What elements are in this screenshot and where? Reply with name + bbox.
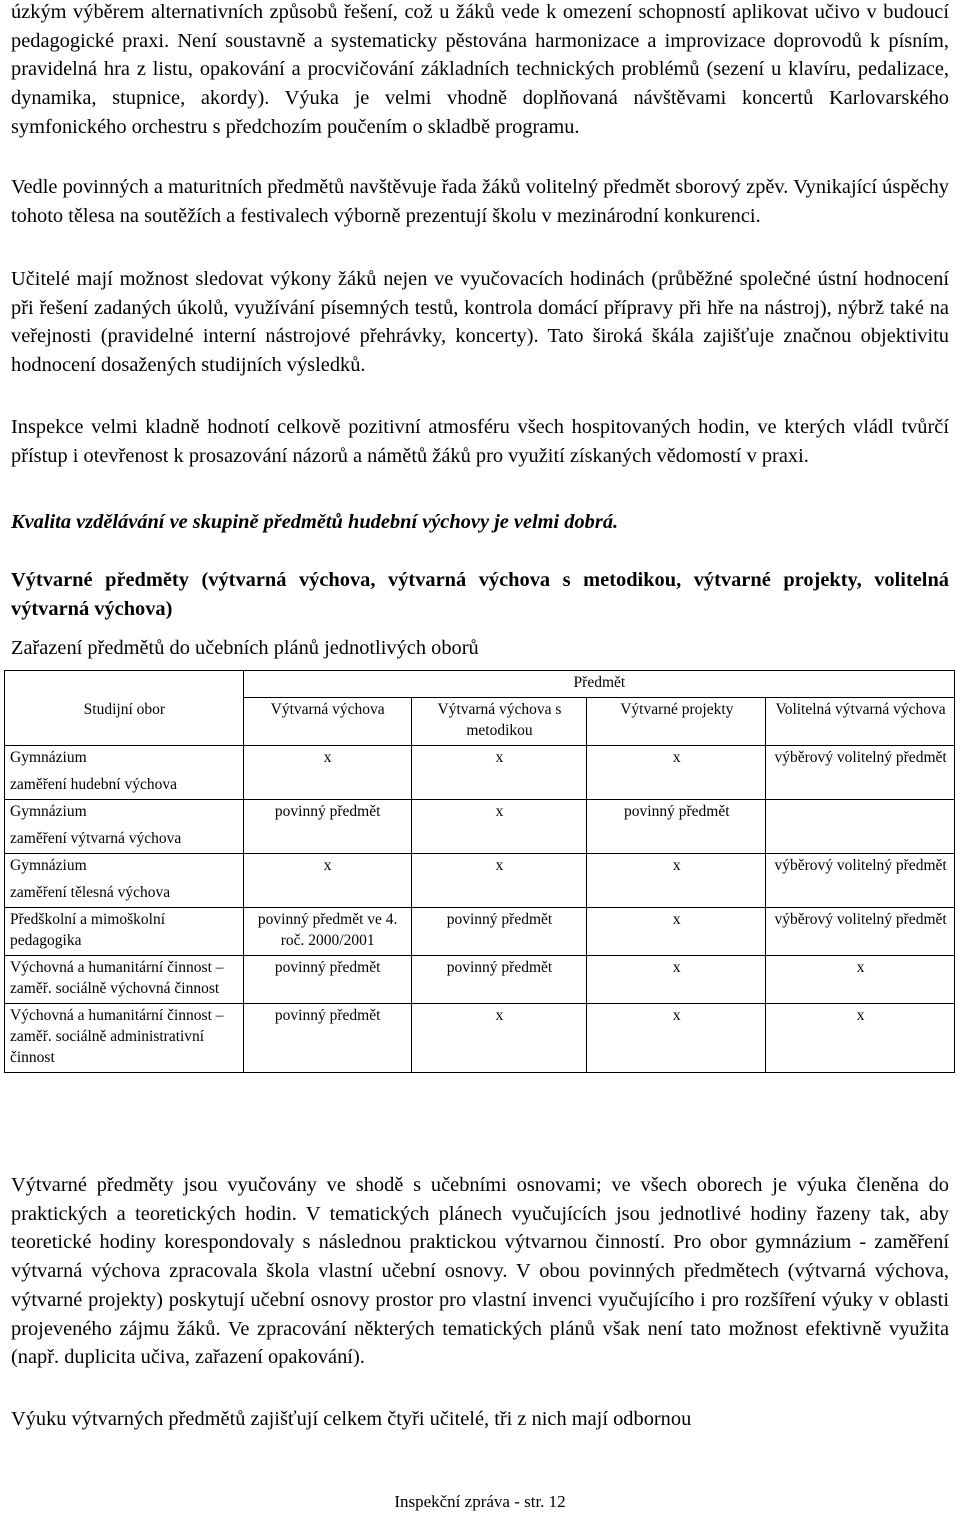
- curriculum-table: [4, 670, 955, 1073]
- table-header-row: [5, 698, 955, 746]
- table-cell: x: [587, 746, 766, 800]
- table-cell: x: [766, 1004, 955, 1073]
- field-name: Výchovná a humanitární činnost – zaměř. sociálně administrativní činnost: [5, 1004, 244, 1073]
- paragraph-choir: Vedle povinných a maturitních předmětů navštěvuje řada žáků volitelný předmět sborový zpěv. Vynikající úspěchy tohoto tělesa na soutěžích a festivalech výborně prezentují školu v mezinárodní konkurenci.: [11, 176, 949, 227]
- table-row: [5, 746, 955, 800]
- table-row: [5, 956, 955, 1004]
- header-elective-art: Volitelná výtvarná výchova: [766, 698, 955, 746]
- table-row: [5, 908, 955, 956]
- paragraph-art-curriculum: Výtvarné předměty jsou vyučovány ve shodě s učebními osnovami; ve všech oborech je výuka členěna do praktických a teoretických hodin. V tematických plánech vyučujících jsou jednotlivé hodiny řazeny tak, aby teoretické hodiny korespondovaly s následnou praktickou výtvarnou činností. Pro obor gymnázium - zaměření výtvarná výchova zpracovala škola vlastní učební osnovy. V obou povinných předmětech (výtvarná výchova, výtvarné projekty) poskytují učební osnovy prostor pro vlastní invenci vyučujícího i pro rozšíření výuky v oblasti projeveného zájmu žáků. Ve zpracování některých tematických plánů však není tato možnost efektivně využita (např. duplicita učiva, zařazení opakování).: [11, 1174, 949, 1369]
- table-row: [5, 854, 955, 908]
- header-art-education: Výtvarná výchova: [243, 698, 411, 746]
- table-cell: x: [587, 1004, 766, 1073]
- table-cell: povinný předmět: [243, 800, 411, 854]
- table-cell: x: [411, 1004, 587, 1073]
- table-cell: povinný předmět ve 4. roč. 2000/2001: [243, 908, 411, 956]
- field-specialization: zaměření hudební výchova: [10, 776, 177, 793]
- table-group-header-row: [5, 671, 955, 698]
- table-caption: Zařazení předmětů do učebních plánů jednotlivých oborů: [11, 637, 479, 659]
- table-cell: x: [587, 854, 766, 908]
- table-cell: povinný předmět: [243, 956, 411, 1004]
- paragraph-piano-teaching: úzkým výběrem alternativních způsobů řešení, což u žáků vede k omezení schopností aplikovat učivo v budoucí pedagogické praxi. Není soustavně a systematicky pěstována harmonizace a improvizace doprovodů k písním, pravidelná hra z listu, opakování a procvičování základních technických problémů (sezení u klavíru, pedalizace, dynamika, stupnice, akordy). Výuka je velmi vhodně doplňovaná návštěvami koncertů Karlovarského symfonického orchestru s předchozím poučením o skladbě programu.: [11, 1, 949, 138]
- table-cell: x: [411, 746, 587, 800]
- paragraph-assessment: Učitelé mají možnost sledovat výkony žáků nejen ve vyučovacích hodinách (průběžné společné ústní hodnocení při řešení zadaných úkolů, využívání písemných testů, kontrola domácí přípravy při hře na nástroj), nýbrž také na veřejnosti (pravidelné interní nástrojové přehrávky, koncerty). Tato široká škála zajišťuje značnou objektivitu hodnocení dosažených studijních výsledků.: [11, 268, 949, 377]
- paragraph-art-teachers: Výuku výtvarných předmětů zajišťují celkem čtyři učitelé, tři z nich mají odbornou: [11, 1408, 692, 1430]
- field-name: Gymnázium: [10, 749, 87, 766]
- field-specialization: zaměření tělesná výchova: [10, 884, 171, 901]
- header-art-education-methodics: Výtvarná výchova s metodikou: [411, 698, 587, 746]
- table-cell: x: [766, 956, 955, 1004]
- table-row: [5, 1004, 955, 1073]
- table-cell: x: [411, 800, 587, 854]
- field-specialization: zaměření výtvarná výchova: [10, 830, 182, 847]
- section-heading-art-subjects: Výtvarné předměty (výtvarná výchova, výtvarná výchova s metodikou, výtvarné projekty, volitelná výtvarná výchova): [11, 569, 949, 620]
- header-field: Studijní obor: [5, 698, 244, 746]
- music-quality-conclusion: Kvalita vzdělávání ve skupině předmětů hudební výchovy je velmi dobrá.: [11, 511, 619, 533]
- table-cell: x: [587, 908, 766, 956]
- table-row: [5, 800, 955, 854]
- table-cell: povinný předmět: [411, 956, 587, 1004]
- table-cell: x: [587, 956, 766, 1004]
- table-cell: výběrový volitelný předmět: [766, 854, 955, 908]
- table-cell: výběrový volitelný předmět: [766, 746, 955, 800]
- table-cell: výběrový volitelný předmět: [766, 908, 955, 956]
- table-cell: povinný předmět: [243, 1004, 411, 1073]
- header-art-projects: Výtvarné projekty: [587, 698, 766, 746]
- paragraph-atmosphere: Inspekce velmi kladně hodnotí celkově pozitivní atmosféru všech hospitovaných hodin, ve kterých vládl tvůrčí přístup i otevřenost k prosazování názorů a námětů žáků pro využití získaných vědomostí v praxi.: [11, 416, 949, 467]
- subject-group-header: Předmět: [243, 671, 954, 698]
- field-name: Gymnázium: [10, 803, 87, 820]
- table-cell: [766, 800, 955, 854]
- table-cell: x: [243, 854, 411, 908]
- table-cell: povinný předmět: [587, 800, 766, 854]
- table-cell: x: [243, 746, 411, 800]
- table-cell: x: [411, 854, 587, 908]
- field-name: Výchovná a humanitární činnost – zaměř. sociálně výchovná činnost: [5, 956, 244, 1004]
- field-name: Předškolní a mimoškolní pedagogika: [5, 908, 244, 956]
- table-cell: povinný předmět: [411, 908, 587, 956]
- page-footer: Inspekční zpráva - str. 12: [394, 1492, 566, 1511]
- field-name: Gymnázium: [10, 857, 87, 874]
